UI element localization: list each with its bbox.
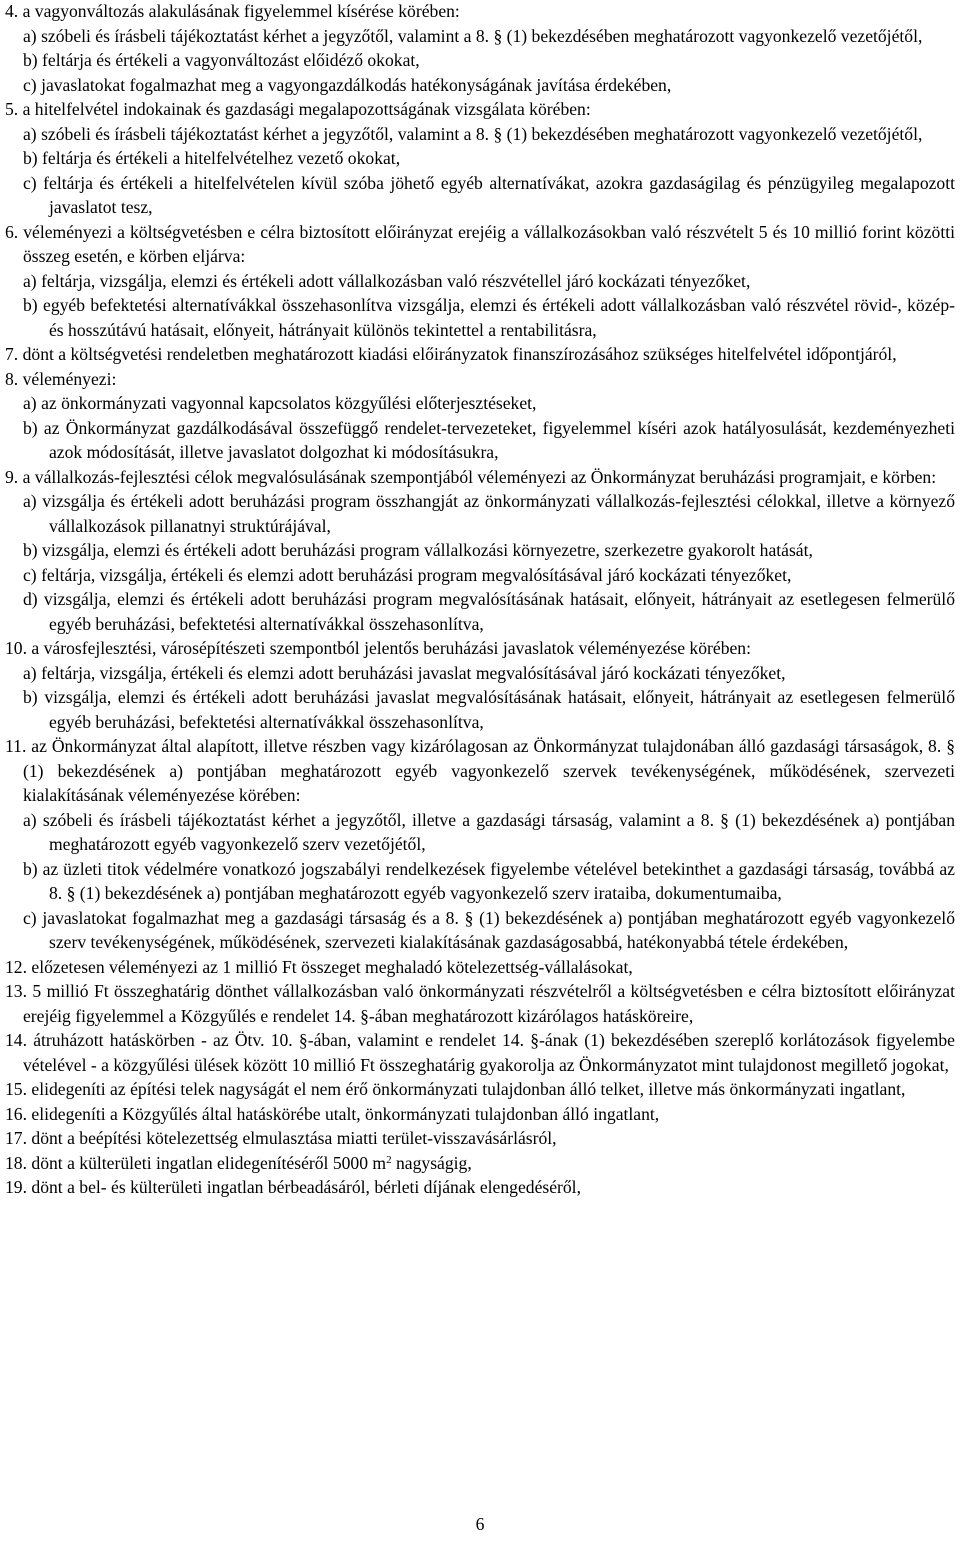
item-5-sub-a: a) szóbeli és írásbeli tájékoztatást kérhet a jegyzőtől, valamint a 8. § (1) bekezdésében meghatározott vagyonkezelő vezetőjétől,: [23, 123, 923, 144]
item-11-sub-c: c) javaslatokat fogalmazhat meg a gazdasági társaság és a 8. § (1) bekezdésének a) pontjában meghatározott egyéb vagyonkezelő szerv tevékenységének, működésének, szervezeti kialakításának gazdaságosabbá, hatékonyabbá tétele érdekében,: [23, 907, 955, 952]
list-item: [5, 220, 955, 343]
item-18: [5, 1151, 955, 1176]
item-14: 14. átruházott hatáskörben - az Ötv. 10. §-ában, valamint e rendelet 14. §-ának (1) bekezdésében szereplő korlátozások figyelembe vételével - a közgyűlési ülések között 10 millió Ft összeghatárig gyakorolja az Önkormányzatot mint tulajdonost megillető jogokat,: [5, 1030, 955, 1075]
item-8-lead: 8. véleményezi:: [5, 368, 117, 389]
item-7-lead: 7. dönt a költségvetési rendeletben meghatározott kiadási előirányzatok finanszírozásához szükséges hitelfelvétel időpontjáról,: [5, 344, 897, 364]
item-8-sub-a: a) az önkormányzati vagyonnal kapcsolatos közgyűlési előterjesztéseket,: [23, 393, 537, 413]
item-18-superscript: 2: [386, 1153, 392, 1166]
list-item: [5, 342, 955, 367]
item-17: 17. dönt a beépítési kötelezettség elmulasztása miatti terület-visszavásárlásról,: [5, 1128, 557, 1148]
item-11-subitems: [23, 808, 955, 955]
item-6-sub-a: a) feltárja, vizsgálja, elemzi és értékeli adott vállalkozásban való részvétellel járó kockázati tényezőket,: [23, 270, 751, 291]
item-10-sub-a: a) feltárja, vizsgálja, értékeli és elemzi adott beruházási javaslat megvalósításával járó kockázati tényezőket,: [23, 662, 786, 683]
item-9-lead: 9. a vállalkozás-fejlesztési célok megvalósulásának szempontjából véleményezi az Önkormányzat beruházási programjait, e körben:: [5, 466, 937, 487]
item-12: 12. előzetesen véleményezi az 1 millió Ft összeget meghaladó kötelezettség-vállalásokat,: [5, 956, 633, 977]
item-9-subitems: [23, 489, 955, 636]
item-5-lead: 5. a hitelfelvétel indokainak és gazdasági megalapozottságának vizsgálata körében:: [5, 99, 591, 119]
list-item: [5, 97, 955, 220]
list-item: [5, 367, 955, 465]
item-4-lead: 4. a vagyonváltozás alakulásának figyelemmel kísérése körében:: [5, 1, 460, 21]
page-number: 6: [475, 1514, 485, 1534]
item-9-sub-b: b) vizsgálja, elemzi és értékeli adott beruházási program vállalkozási környezetre, szerkezetre gyakorolt hatását,: [23, 540, 813, 560]
document-body: [5, 0, 955, 1200]
item-10-lead: 10. a városfejlesztési, városépítészeti szempontból jelentős beruházási javaslatok véleményezése körében:: [5, 638, 751, 658]
item-18-text-post: nagyságig,: [391, 1152, 472, 1173]
item-6-sub-b: b) egyéb befektetési alternatívákkal összehasonlítva vizsgálja, elemzi és értékeli adott vállalkozásban való részvétel rövid-, közép- és hosszútávú hatásait, előnyeit, hátrányait különös tekintettel a rentabilitásra,: [23, 295, 955, 340]
item-6-lead: 6. véleményezi a költségvetésben e célra biztosított előirányzat erejéig a vállalkozásokban való részvételt 5 és 10 millió forint közötti összeg esetén, e körben eljárva:: [5, 221, 955, 266]
item-8-sub-b: b) az Önkormányzat gazdálkodásával összefüggő rendelet-tervezeteket, figyelemmel kíséri azok hatályosulását, kezdeményezheti azok módosítását, illetve javaslatot dolgozhat ki módosításukra,: [23, 417, 955, 462]
item-11-lead: 11. az Önkormányzat által alapított, illetve részben vagy kizárólagosan az Önkormányzat tulajdonában álló gazdasági társaságok, 8. § (1) bekezdésének a) pontjában meghatározott egyéb vagyonkezelő szervek tevékenységének, működésének, szervezeti kialakításának véleményezése körében:: [5, 736, 955, 805]
item-4-sub-b: b) feltárja és értékeli a vagyonváltozást előidéző okokat,: [23, 50, 420, 70]
item-19: 19. dönt a bel- és külterületi ingatlan bérbeadásáról, bérleti díjának elengedéséről,: [5, 1177, 581, 1197]
item-10-subitems: [23, 661, 955, 735]
item-4-subitems: [23, 24, 955, 98]
item-16: 16. elidegeníti a Közgyűlés által hatáskörébe utalt, önkormányzati tulajdonban álló ingatlant,: [5, 1103, 660, 1124]
list-item: [5, 734, 955, 955]
list-item: [5, 636, 955, 734]
item-9-sub-d: d) vizsgálja, elemzi és értékeli adott beruházási program megvalósításának hatásait, előnyeit, hátrányait az esetlegesen felmerülő egyéb beruházási, befektetési alternatívákkal összehasonlítva,: [23, 589, 955, 634]
item-6-subitems: [23, 269, 955, 343]
item-5-sub-b: b) feltárja és értékeli a hitelfelvételhez vezető okokat,: [23, 148, 401, 168]
item-13: 13. 5 millió Ft összeghatárig dönthet vállalkozásban való önkormányzati részvételről a költségvetésben e célra biztosított előirányzat erejéig figyelemmel a Közgyűlés e rendelet 14. §-ában meghatározott kizárólagos hatásköreire,: [5, 981, 955, 1026]
item-4-sub-a: a) szóbeli és írásbeli tájékoztatást kérhet a jegyzőtől, valamint a 8. § (1) bekezdésében meghatározott vagyonkezelő vezetőjétől,: [23, 25, 923, 46]
list-item: [5, 465, 955, 637]
item-8-subitems: [23, 391, 955, 465]
item-10-sub-b: b) vizsgálja, elemzi és értékeli adott beruházási javaslat megvalósításának hatásait, előnyeit, hátrányait az esetlegesen felmerülő egyéb beruházási, befektetési alternatívákkal összehasonlítva,: [23, 687, 955, 732]
item-4-sub-c: c) javaslatokat fogalmazhat meg a vagyongazdálkodás hatékonyságának javítása érdekében,: [23, 74, 672, 95]
item-18-text-pre: 18. dönt a külterületi ingatlan elidegenítéséről 5000 m: [5, 1152, 387, 1173]
item-5-subitems: [23, 122, 955, 220]
item-11-sub-a: a) szóbeli és írásbeli tájékoztatást kérhet a jegyzőtől, illetve a gazdasági társaság, valamint a 8. § (1) bekezdésének a) pontjában meghatározott egyéb vagyonkezelő szerv vezetőjétől,: [23, 809, 955, 854]
list-item: [5, 0, 955, 97]
item-9-sub-a: a) vizsgálja és értékeli adott beruházási program összhangját az önkormányzati vállalkozás-fejlesztési célokkal, illetve a környező vállalkozások pillanatnyi struktúrájával,: [23, 491, 955, 536]
item-15: 15. elidegeníti az építési telek nagyságát el nem érő önkormányzati tulajdonban álló telket, illetve más önkormányzati ingatlant,: [5, 1079, 906, 1099]
item-11-sub-b: b) az üzleti titok védelmére vonatkozó jogszabályi rendelkezések figyelembe vételével betekinthet a gazdasági társaság, továbbá az 8. § (1) bekezdésének a) pontjában meghatározott egyéb vagyonkezelő szerv irataiba, dokumentumaiba,: [23, 858, 955, 903]
item-9-sub-c: c) feltárja, vizsgálja, értékeli és elemzi adott beruházási program megvalósításával járó kockázati tényezőket,: [23, 564, 792, 585]
item-5-sub-c: c) feltárja és értékeli a hitelfelvételen kívül szóba jöhető egyéb alternatívákat, azokra gazdaságilag és pénzügyileg megalapozott javaslatot tesz,: [23, 172, 955, 217]
